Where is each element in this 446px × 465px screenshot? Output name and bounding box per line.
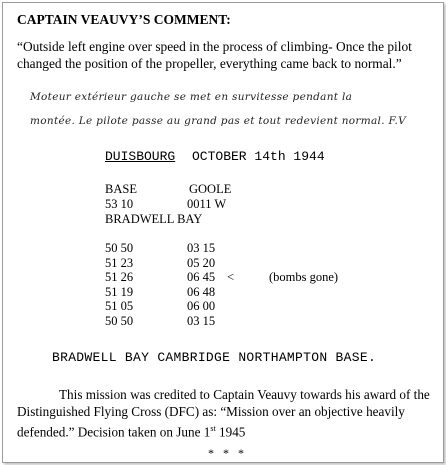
waypoint-lon: 06 45 xyxy=(187,270,216,284)
handwritten-line-1: Moteur extérieur gauche se met en survitesse pendant la xyxy=(30,91,353,103)
waypoint-lon: 06 00 xyxy=(187,299,216,313)
waypoint-lon: 06 48 xyxy=(187,285,216,299)
waypoint-lon: 03 15 xyxy=(187,241,216,255)
waypoint-lat: 50 50 xyxy=(105,241,134,255)
base-coord-lon: 0011 W xyxy=(187,197,227,211)
handwritten-line-2: montée. Le pilote passe au grand pas et tout redevient normal. F.V xyxy=(30,115,406,127)
date-ordinal: st xyxy=(210,424,216,433)
english-quote: “Outside left engine over speed in the process of climbing- Once the pilot changed the position of the propeller, everything came back to normal.” xyxy=(17,39,412,71)
base-name: GOOLE xyxy=(189,182,232,196)
mission-city: DUISBOURG xyxy=(105,149,176,164)
return-route: BRADWELL BAY CAMBRIDGE NORTHAMPTON BASE. xyxy=(52,350,377,365)
credit-year: 1945 xyxy=(215,424,246,440)
comment-title: CAPTAIN VEAUVY’S COMMENT: xyxy=(17,12,231,27)
waypoint-lat: 50 50 xyxy=(105,314,134,328)
second-base: BRADWELL BAY xyxy=(105,212,203,226)
base-coord-lat: 53 10 xyxy=(105,197,134,211)
base-label: BASE xyxy=(105,182,137,196)
section-separator: * * * xyxy=(208,446,247,460)
credit-paragraph xyxy=(17,386,437,440)
waypoint-lat: 51 23 xyxy=(105,256,134,270)
waypoint-lat: 51 26 xyxy=(105,270,134,284)
mission-date: OCTOBER 14th 1944 xyxy=(192,149,325,164)
credit-text: This mission was credited to Captain Veauvy towards his award of the Distinguished Flying Cross (DFC) as: “Mission over an objective heavily defended.” Decision taken on June 1 xyxy=(17,387,430,440)
waypoint-lon: 03 15 xyxy=(187,314,216,328)
waypoint-lat: 51 05 xyxy=(105,299,134,313)
target-marker: < xyxy=(227,270,235,284)
waypoint-lon: 05 20 xyxy=(187,256,216,270)
waypoint-lat: 51 19 xyxy=(105,285,134,299)
bombs-gone-note: (bombs gone) xyxy=(269,270,339,284)
